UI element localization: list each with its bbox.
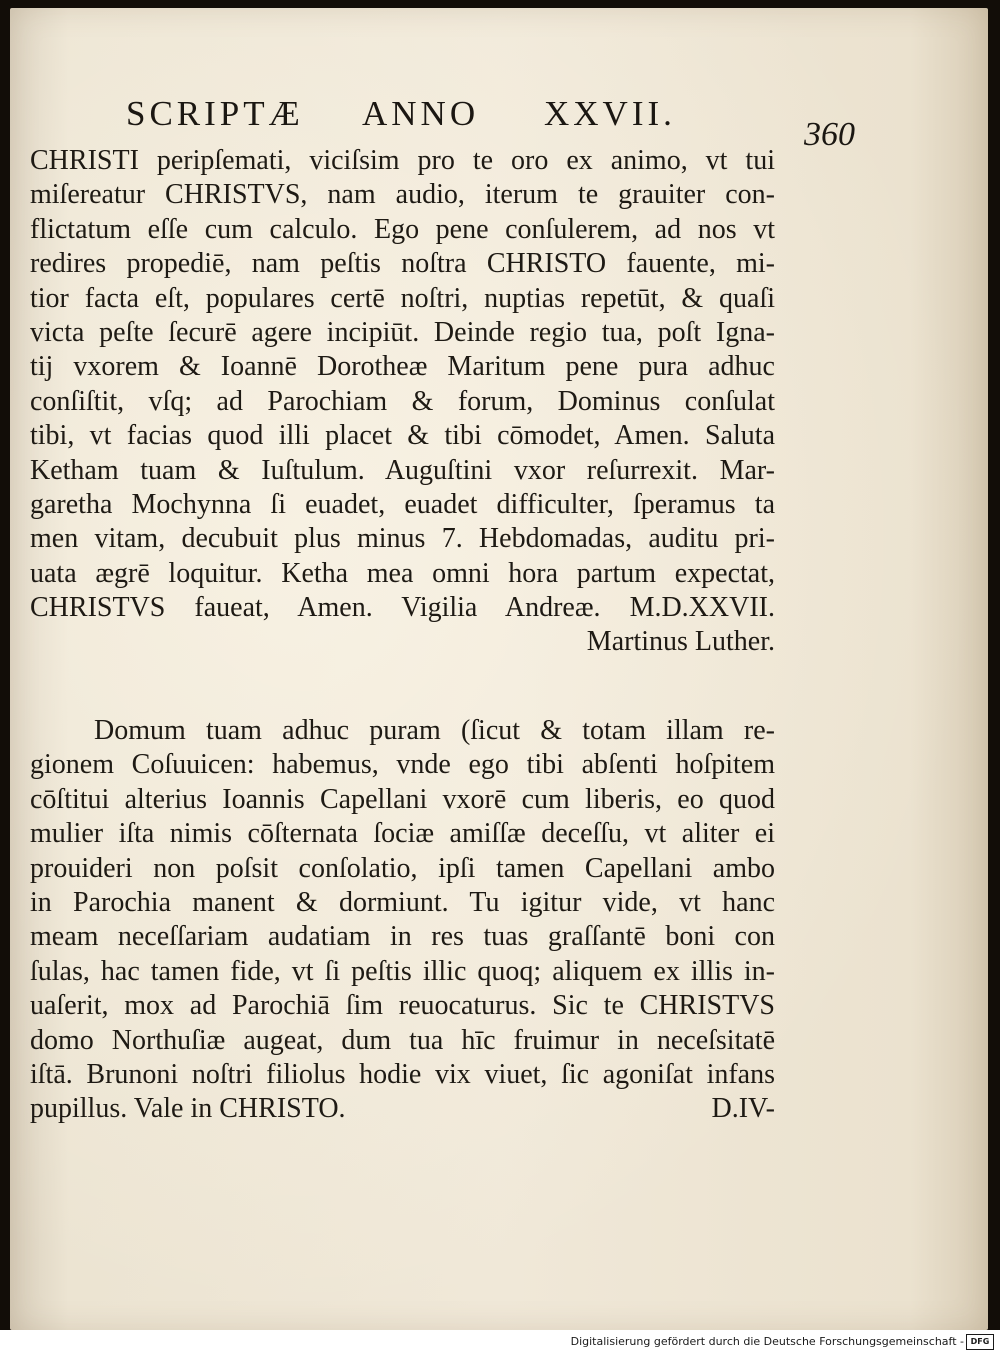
- text-line: tij vxorem & Ioannē Dorotheæ Maritum pene pura adhuc: [30, 351, 775, 383]
- text-line: redires propediē, nam peſtis noſtra CHRISTO fauente, mi-: [30, 248, 775, 280]
- running-title-word: XXVII.: [544, 94, 676, 133]
- text-line: flictatum eſſe cum calculo. Ego pene conſulerem, ad nos vt: [30, 213, 775, 245]
- text-line: tior facta eſt, populares certē noſtri, nuptias repetūt, & quaſi: [30, 282, 775, 314]
- text-line: uaſerit, mox ad Parochiā ſim reuocaturus. Sic te CHRISTVS: [30, 990, 775, 1022]
- text-line: ſulas, hac tamen fide, vt ſi peſtis illic quoq; aliquem ex illis in-: [30, 955, 775, 987]
- text-line: Ketham tuam & Iuſtulum. Auguſtini vxor reſurrexit. Mar-: [30, 454, 775, 486]
- text-line: pupillus. Vale in CHRISTO.: [30, 1093, 346, 1125]
- text-line: tibi, vt facias quod illi placet & tibi cōmodet, Amen. Saluta: [30, 420, 775, 452]
- footer-bar: [0, 1330, 1000, 1352]
- page-number: 360: [804, 116, 855, 153]
- text-line-last: [30, 1092, 775, 1126]
- text-line: uata ægrē loquitur. Ketha mea omni hora partum expectat,: [30, 557, 775, 589]
- running-title-word: SCRIPTÆ: [126, 94, 304, 133]
- running-title-word: ANNO: [362, 94, 480, 133]
- text-line: cōſtitui alterius Ioannis Capellani vxorē cum liberis, eo quod: [30, 783, 775, 815]
- text-line: gionem Coſuuicen: habemus, vnde ego tibi abſenti hoſpitem: [30, 749, 775, 781]
- book-page: [10, 8, 988, 1330]
- letter-text: [30, 144, 775, 660]
- text-line: Domum tuam adhuc puram (ſicut & totam illam re-: [94, 715, 775, 746]
- text-line: in Parochia manent & dormiunt. Tu igitur vide, vt hanc: [30, 886, 775, 918]
- text-line: CHRISTVS faueat, Amen. Vigilia Andreæ. M.D.XXVII.: [30, 592, 775, 624]
- text-line: mulier iſta nimis cōſternata ſociæ amiſſæ deceſſu, vt aliter ei: [30, 818, 775, 850]
- text-line: CHRISTI peripſemati, viciſsim pro te oro ex animo, vt tui: [30, 145, 775, 176]
- text-line: miſereatur CHRISTVS, nam audio, iterum te grauiter con-: [30, 179, 775, 211]
- text-line: meam neceſſariam audatiam in res tuas graſſantē boni con: [30, 921, 775, 953]
- signature: Martinus Luther.: [586, 626, 775, 658]
- catchword: D.IV-: [711, 1093, 775, 1125]
- text-line: iſtā. Brunoni noſtri filiolus hodie vix viuet, ſic agoniſat infans: [30, 1058, 775, 1090]
- text-line: domo Northuſiæ augeat, dum tua hīc fruimur in neceſsitatē: [30, 1024, 775, 1056]
- text-line: conſiſtit, vſq; ad Parochiam & forum, Dominus conſulat: [30, 385, 775, 417]
- text-line: prouideri non poſsit conſolatio, ipſi tamen Capellani ambo: [30, 852, 775, 884]
- dfg-logo-icon: DFG: [966, 1334, 994, 1350]
- text-line: garetha Mochynna ſi euadet, euadet difficulter, ſperamus ta: [30, 488, 775, 520]
- postscript-text: [30, 714, 775, 1127]
- running-title: [126, 94, 686, 138]
- text-line: men vitam, decubuit plus minus 7. Hebdomadas, auditu pri-: [30, 523, 775, 555]
- funding-credit: Digitalisierung gefördert durch die Deutsche Forschungsgemeinschaft -: [570, 1335, 964, 1348]
- text-line: victa peſte ſecurē agere incipiūt. Deinde regio tua, poſt Igna-: [30, 316, 775, 348]
